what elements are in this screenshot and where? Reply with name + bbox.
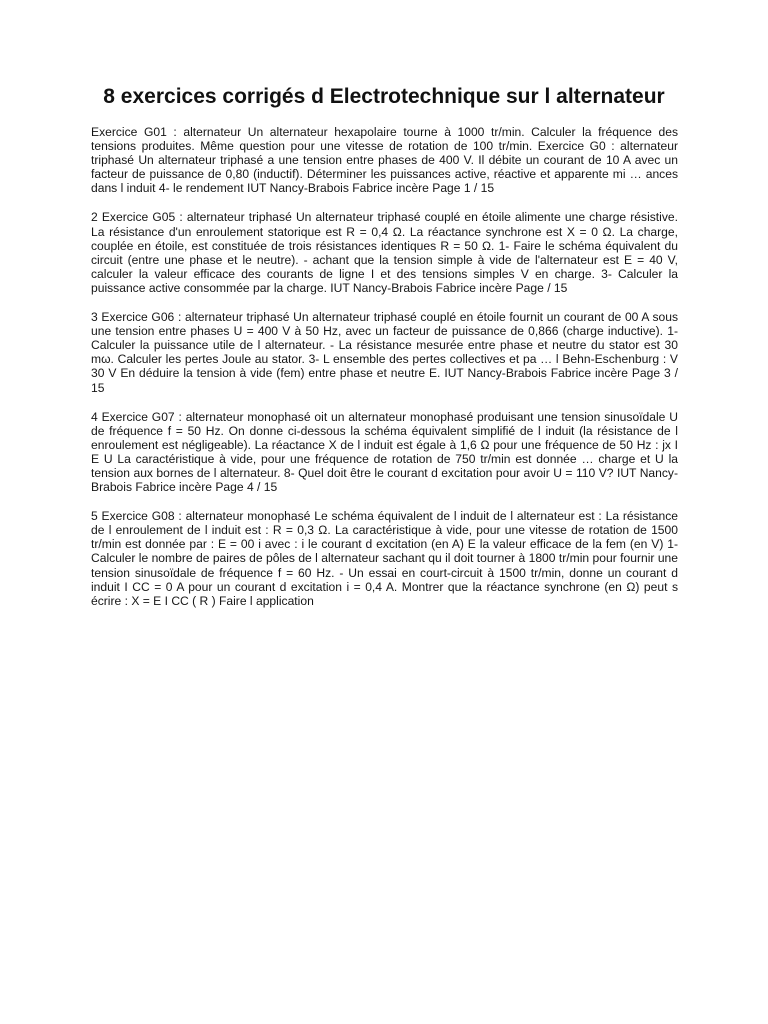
paragraph-exercise-g08: 5 Exercice G08 : alternateur monophasé Le schéma équivalent de l induit de l alternateur est : La résistance de l enroulement de l induit est : R = 0,3 Ω. La caractéristique à vide, pour une vitesse de rotation de 1500 tr/min est donnée par : E = 00 i avec : i le courant d excitation (en A) E la valeur efficace de la fem (en V) 1- Calculer le nombre de paires de pôles de l alternateur sachant qu il doit tourner à 1800 tr/min pour fournir une tension sinusoïdale de fréquence f = 60 Hz. - Un essai en court-circuit à 1500 tr/min, donne un courant d induit I CC = 0 A pour un courant d excitation i = 0,4 A. Montrer que la réactance synchrone (en Ω) peut s écrire : X = E I CC ( R ) Faire l application — [91, 509, 678, 608]
paragraph-exercise-g01-g04: Exercice G01 : alternateur Un alternateur hexapolaire tourne à 1000 tr/min. Calculer la fréquence des tensions produites. Même question pour une vitesse de rotation de 100 tr/min. Exercice G0 : alternateur triphasé Un alternateur triphasé a une tension entre phases de 400 V. Il débite un courant de 10 A avec un facteur de puissance de 0,80 (inductif). Déterminer les puissances active, réactive et apparente mi … ances dans l induit 4- le rendement IUT Nancy-Brabois Fabrice incère Page 1 / 15 — [91, 125, 678, 196]
paragraph-exercise-g07: 4 Exercice G07 : alternateur monophasé oit un alternateur monophasé produisant une tension sinusoïdale U de fréquence f = 50 Hz. On donne ci-dessous la schéma équivalent simplifié de l induit (la résistance de l enroulement est négligeable). La réactance X de l induit est égale à 1,6 Ω pour une fréquence de 50 Hz : jx I E U La caractéristique à vide, pour une fréquence de rotation de 750 tr/min est donnée … charge et U la tension aux bornes de l alternateur. 8- Quel doit être le courant d excitation pour avoir U = 110 V? IUT Nancy-Brabois Fabrice incère Page 4 / 15 — [91, 409, 678, 495]
document-title: 8 exercices corrigés d Electrotechnique sur l alternateur — [103, 85, 665, 108]
paragraph-exercise-g05: 2 Exercice G05 : alternateur triphasé Un alternateur triphasé couplé en étoile alimente une charge résistive. La résistance d'un enroulement statorique est R = 0,4 Ω. La réactance synchrone est X = 0 Ω. La charge, couplée en étoile, est constituée de trois résistances identiques R = 50 Ω. 1- Faire le schéma équivalent du circuit (entre une phase et le neutre). - achant que la tension simple à vide de l'alternateur est E = 40 V, calculer la valeur efficace des courants de ligne I et des tensions simples V en charge. 3- Calculer la puissance active consommée par la charge. IUT Nancy-Brabois Fabrice incère Page / 15 — [91, 210, 678, 295]
paragraph-exercise-g06: 3 Exercice G06 : alternateur triphasé Un alternateur triphasé couplé en étoile fournit un courant de 00 A sous une tension entre phases U = 400 V à 50 Hz, avec un facteur de puissance de 0,866 (charge inductive). 1- Calculer la puissance utile de l alternateur. - La résistance mesurée entre phase et neutre du stator est 30 mω. Calculer les pertes Joule au stator. 3- L ensemble des pertes collectives et pa … l Behn-Eschenburg : V 30 V En déduire la tension à vide (fem) entre phase et neutre E. IUT Nancy-Brabois Fabrice incère Page 3 / 15 — [91, 310, 678, 395]
document-body — [91, 125, 678, 623]
